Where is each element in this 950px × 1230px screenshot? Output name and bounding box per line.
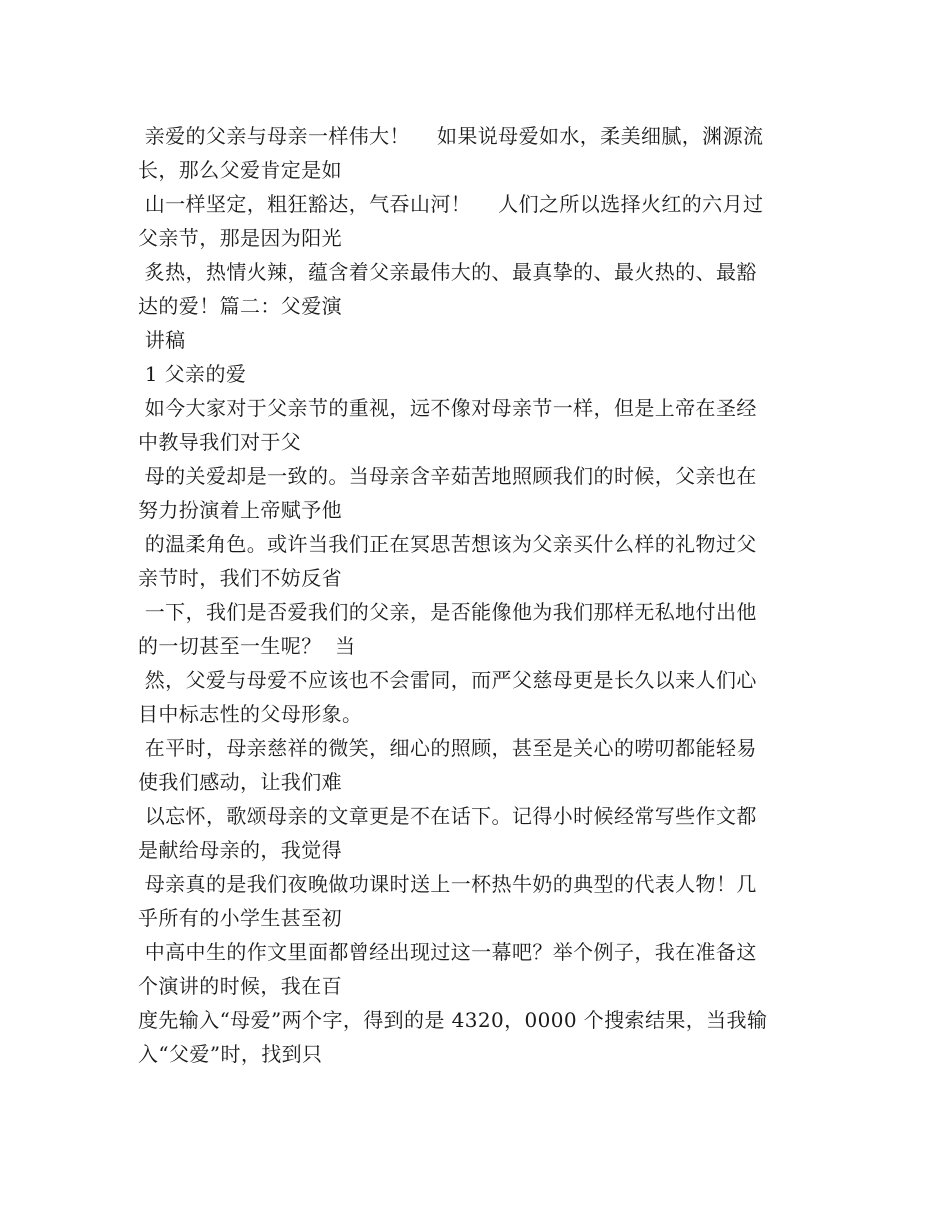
text-line: 父亲节，那是因为阳光 <box>138 226 342 250</box>
text-line: 度先输入“母爱”两个字，得到的是 4320，0000 个搜索结果，当我输 <box>138 1008 768 1032</box>
text-line: 然，父爱与母爱不应该也不会雷同，而严父慈母更是长久以来人们心 <box>138 668 757 692</box>
text-line: 乎所有的小学生甚至初 <box>138 906 342 930</box>
text-line: 亲节时，我们不妨反省 <box>138 566 342 590</box>
text-line: 入“父爱”时，找到只 <box>138 1042 323 1066</box>
text-line: 以忘怀，歌颂母亲的文章更是不在话下。记得小时候经常写些作文都 <box>138 804 757 828</box>
body-text <box>138 119 818 1071</box>
text-line: 是献给母亲的，我觉得 <box>138 838 342 862</box>
text-line: 长，那么父爱肯定是如 <box>138 158 342 182</box>
text-line: 炙热，热情火辣，蕴含着父亲最伟大的、最真挚的、最火热的、最豁 <box>138 260 757 284</box>
text-line: 如今大家对于父亲节的重视，远不像对母亲节一样，但是上帝在圣经 <box>138 396 757 420</box>
text-line: 中高中生的作文里面都曾经出现过这一幕吧？举个例子，我在准备这 <box>138 940 757 964</box>
section-heading: 1 父亲的爱 <box>138 362 247 386</box>
text-line: 中教导我们对于父 <box>138 430 302 454</box>
text-line: 母的关爱却是一致的。当母亲含辛茹苦地照顾我们的时候，父亲也在 <box>138 464 757 488</box>
text-line: 山一样坚定，粗狂豁达，气吞山河！ 人们之所以选择火红的六月过 <box>138 192 764 216</box>
text-line: 努力扮演着上帝赋予他 <box>138 498 342 522</box>
text-line: 亲爱的父亲与母亲一样伟大！ 如果说母爱如水，柔美细腻，渊源流 <box>138 124 764 148</box>
text-line: 使我们感动，让我们难 <box>138 770 342 794</box>
text-line: 的温柔角色。或许当我们正在冥思苦想该为父亲买什么样的礼物过父 <box>138 532 757 556</box>
text-line: 个演讲的时候，我在百 <box>138 974 342 998</box>
text-line: 讲稿 <box>138 328 186 352</box>
text-line: 一下，我们是否爱我们的父亲，是否能像他为我们那样无私地付出他 <box>138 600 757 624</box>
text-line: 在平时，母亲慈祥的微笑，细心的照顾，甚至是关心的唠叨都能轻易 <box>138 736 757 760</box>
text-line: 目中标志性的父母形象。 <box>138 702 363 726</box>
text-line: 母亲真的是我们夜晚做功课时送上一杯热牛奶的典型的代表人物！几 <box>138 872 757 896</box>
text-line: 达的爱！篇二：父爱演 <box>138 294 342 318</box>
text-line: 的一切甚至一生呢？ 当 <box>138 634 356 658</box>
